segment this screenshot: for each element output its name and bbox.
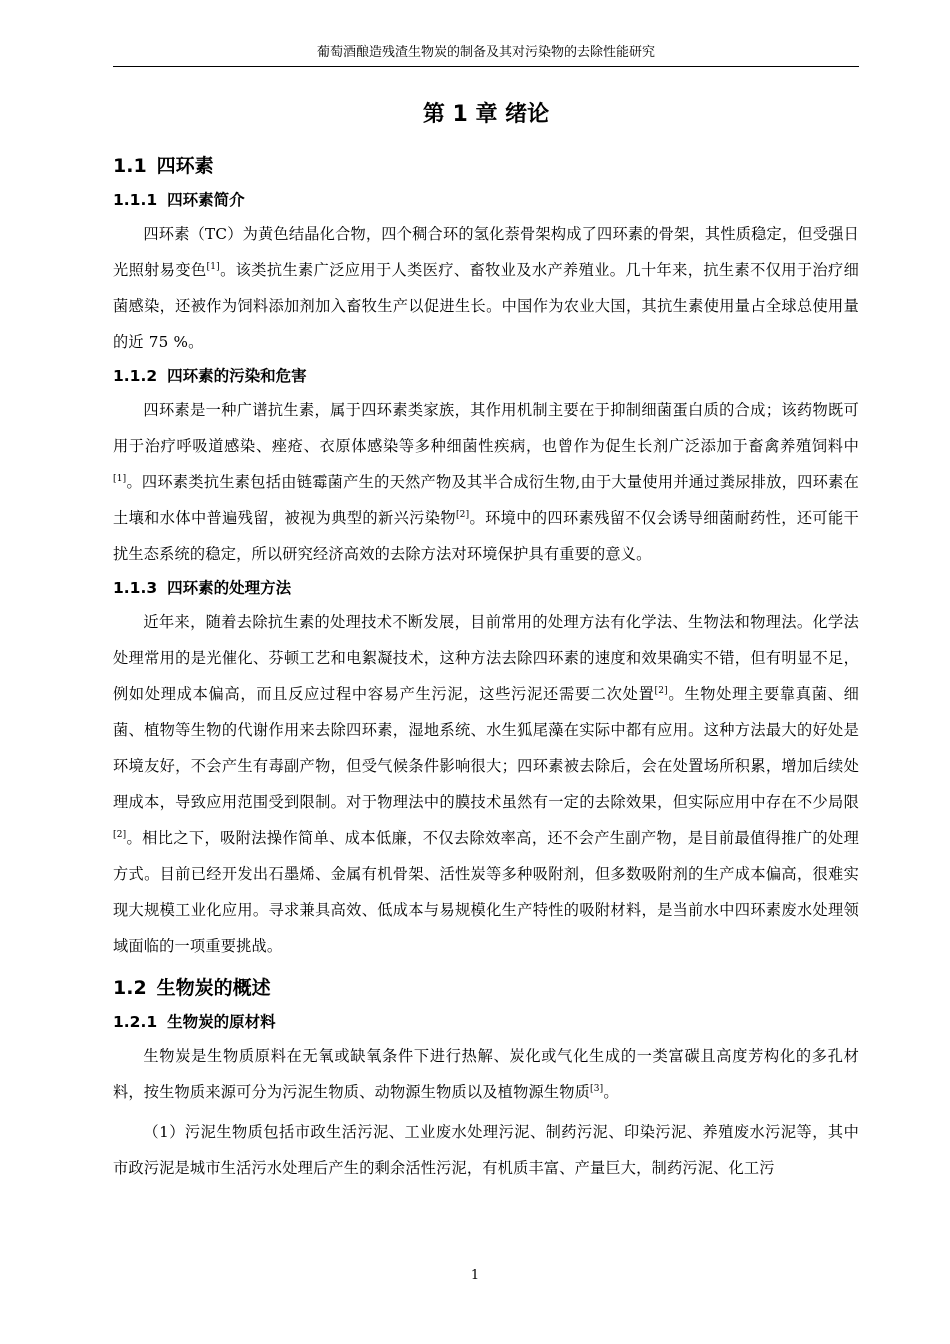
body-paragraph <box>113 1038 859 1110</box>
subsection-title: 四环素的处理方法 <box>167 579 292 597</box>
subsection-number: 1.2.1 <box>113 1013 158 1031</box>
citation-ref: [1] <box>113 473 127 484</box>
section-heading <box>113 974 859 1002</box>
page-body <box>113 92 859 1190</box>
text-run: 。相比之下，吸附法操作简单、成本低廉，不仅去除效率高，还不会产生副产物，是目前最值得推广的处理方式。目前已经开发出石墨烯、金属有机骨架、活性炭等多种吸附剂，但多数吸附剂的生产成本偏高，很难实现大规模工业化应用。寻求兼具高效、低成本与易规模化生产特性的吸附材料，是当前水中四环素废水处理领域面临的一项重要挑战。 <box>113 829 859 955</box>
section-title: 生物炭的概述 <box>156 977 271 999</box>
subsection-title: 四环素的污染和危害 <box>167 367 307 385</box>
text-run: （1）污泥生物质包括市政生活污泥、工业废水处理污泥、制药污泥、印染污泥、养殖废水污泥等，其中市政污泥是城市生活污水处理后产生的剩余活性污泥，有机质丰富、产量巨大，制药污泥、化工污 <box>113 1123 859 1177</box>
subsection-heading <box>113 188 859 212</box>
text-run: 四环素是一种广谱抗生素，属于四环素类家族，其作用机制主要在于抑制细菌蛋白质的合成；该药物既可用于治疗呼吸道感染、痤疮、衣原体感染等多种细菌性疾病，也曾作为促生长剂广泛添加于畜禽养殖饲料中 <box>113 401 859 455</box>
citation-ref: [2] <box>654 685 668 696</box>
text-run: 生物炭是生物质原料在无氧或缺氧条件下进行热解、炭化或气化生成的一类富碳且高度芳构化的多孔材料，按生物质来源可分为污泥生物质、动物源生物质以及植物源生物质 <box>113 1047 859 1101</box>
section-number: 1.2 <box>113 977 147 999</box>
text-run: 。该类抗生素广泛应用于人类医疗、畜牧业及水产养殖业。几十年来，抗生素不仅用于治疗细菌感染，还被作为饲料添加剂加入畜牧生产以促进生长。中国作为农业大国，其抗生素使用量占全球总使用量的近 75 %。 <box>113 261 859 351</box>
body-paragraph <box>113 216 859 360</box>
subsection-number: 1.1.2 <box>113 367 158 385</box>
text-run: 。 <box>603 1083 619 1101</box>
subsection-number: 1.1.3 <box>113 579 158 597</box>
citation-ref: [2] <box>455 509 470 520</box>
subsection-title: 生物炭的原材料 <box>167 1013 276 1031</box>
section-number: 1.1 <box>113 155 147 177</box>
text-run: 。环境中的四环素残留不仅会诱导细菌耐药性，还可能干扰生态系统的稳定，所以研究经济高效的去除方法对环境保护具有重要的意义。 <box>113 509 859 563</box>
text-run: 。四环素类抗生素包括由链霉菌产生的天然产物及其半合成衍生物,由于大量使用并通过粪尿排放，四环素在土壤和水体中普遍残留，被视为典型的新兴污染物 <box>113 473 859 527</box>
running-header: 葡萄酒酿造残渣生物炭的制备及其对污染物的去除性能研究 <box>113 44 859 67</box>
body-paragraph <box>113 604 859 964</box>
subsection-heading <box>113 576 859 600</box>
subsection-number: 1.1.1 <box>113 191 158 209</box>
subsection-heading <box>113 1010 859 1034</box>
body-paragraph <box>113 392 859 572</box>
body-paragraph <box>113 1114 859 1186</box>
subsection-title: 四环素简介 <box>167 191 245 209</box>
subsection-heading <box>113 364 859 388</box>
text-run: 。生物处理主要靠真菌、细菌、植物等生物的代谢作用来去除四环素，湿地系统、水生狐尾藻在实际中都有应用。这种方法最大的好处是环境友好，不会产生有毒副产物，但受气候条件影响很大；四环素被去除后，会在处置场所积累，增加后续处理成本，导致应用范围受到限制。对于物理法中的膜技术虽然有一定的去除效果，但实际应用中存在不少局限 <box>113 685 859 811</box>
page-number: 1 <box>470 1268 480 1283</box>
section-title: 四环素 <box>156 155 214 177</box>
text-run: 近年来，随着去除抗生素的处理技术不断发展，目前常用的处理方法有化学法、生物法和物理法。化学法处理常用的是光催化、芬顿工艺和电絮凝技术，这种方法去除四环素的速度和效果确实不错，但有明显不足，例如处理成本偏高，而且反应过程中容易产生污泥，这些污泥还需要二次处置 <box>113 613 859 703</box>
citation-ref: [2] <box>113 829 127 840</box>
citation-ref: [1] <box>206 261 220 272</box>
section-heading <box>113 152 859 180</box>
chapter-title: 第 1 章 绪论 <box>422 102 550 127</box>
citation-ref: [3] <box>590 1083 604 1094</box>
text-run: 四环素（TC）为黄色结晶化合物，四个稠合环的氢化萘骨架构成了四环素的骨架，其性质稳定，但受强日光照射易变色 <box>113 225 859 279</box>
